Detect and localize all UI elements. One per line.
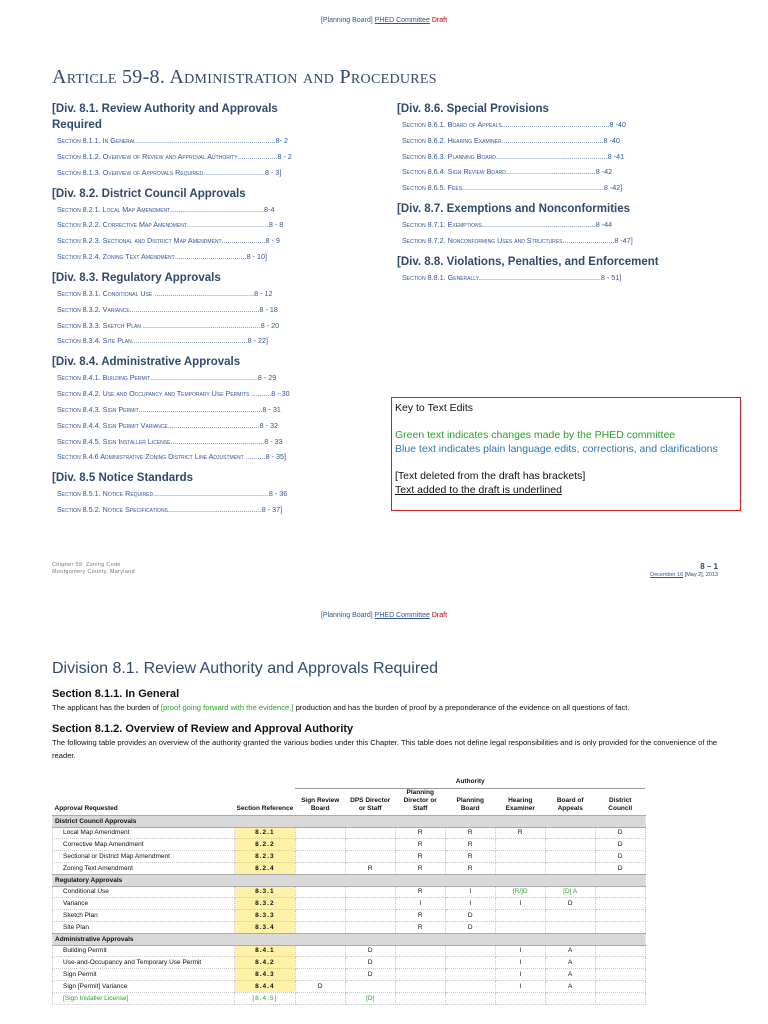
authority-cell (345, 910, 395, 922)
section-ref: 8.3.1 (235, 886, 296, 898)
authority-cell (595, 886, 645, 898)
toc-left (52, 101, 382, 523)
authority-cell (445, 945, 495, 957)
section-ref: 8.2.1 (235, 827, 296, 839)
authority-cell (595, 898, 645, 910)
toc-items (397, 220, 737, 246)
section-ref: [8.4.5] (235, 992, 296, 1004)
table-corner (53, 775, 235, 788)
approval-name: Zoning Text Amendment (53, 862, 235, 874)
authority-cell: A (545, 980, 595, 992)
group-name: District Council Approvals (53, 815, 646, 827)
authority-cell (545, 862, 595, 874)
authority-cell (595, 969, 645, 981)
authority-cell (295, 945, 345, 957)
authority-cell (445, 969, 495, 981)
toc-item: Section 8.4.4. Sign Permit Variance..............................................8 - 32 (57, 420, 278, 430)
approval-name: Building Permit (53, 945, 235, 957)
authority-cell (495, 862, 545, 874)
authority-cell: R (395, 910, 445, 922)
authority-cell: [D] A (545, 886, 595, 898)
authority-cell (545, 921, 595, 933)
authority-cell (295, 957, 345, 969)
toc-division-heading: [Div. 8.7. Exemptions and Nonconformities (397, 203, 631, 216)
authority-cell: I (445, 898, 495, 910)
authority-cell (395, 957, 445, 969)
authority-cell (395, 992, 445, 1004)
approval-name: Conditional Use (53, 886, 235, 898)
approval-name: Sketch Plan (53, 910, 235, 922)
key-title: Key to Text Edits (395, 402, 474, 414)
col-authority: Board of Appeals (556, 796, 584, 812)
authority-cell: D (445, 910, 495, 922)
toc-division (52, 186, 382, 262)
col-authority: District Council (608, 796, 633, 812)
toc-right (397, 101, 737, 291)
authority-cell: A (545, 969, 595, 981)
toc-items (52, 136, 382, 178)
section-ref: 8.4.3 (235, 969, 296, 981)
authority-cell: [D] (345, 992, 395, 1004)
toc-item: Section 8.4.5. Sign Installer License...............................................8 - 33 (57, 436, 283, 446)
authority-cell: A (545, 945, 595, 957)
toc-division (397, 254, 737, 283)
authority-cell (545, 827, 595, 839)
para-part: The applicant has the burden of (52, 703, 161, 712)
table-row (53, 862, 646, 874)
section-text-overview: The following table provides an overview of the authority granted the various bodies under this Chapter. This table does not define legal responsibilities and is only provided for the convenience of the reader. (52, 738, 718, 760)
section-ref: 8.2.4 (235, 862, 296, 874)
authority-cell: R (395, 886, 445, 898)
section-ref: 8.4.4 (235, 980, 296, 992)
footer-date-underlined: December 16 (650, 572, 684, 578)
authority-cell (295, 910, 345, 922)
toc-division (52, 270, 382, 346)
col-authority: Sign Review Board (301, 796, 340, 812)
approval-name: Use-and-Occupancy and Temporary Use Permit (53, 957, 235, 969)
authority-cell (545, 851, 595, 863)
toc-item: Section 8.1.2. Overview of Review and Approval Authority....................8 - 2 (57, 151, 292, 161)
table-row (53, 957, 646, 969)
authority-cell (395, 945, 445, 957)
section-ref: 8.3.3 (235, 910, 296, 922)
authority-cell: D (595, 862, 645, 874)
authority-cell: R (395, 827, 445, 839)
authority-cell (445, 980, 495, 992)
toc-item: Section 8.4.3. Sign Permit..............................................................8 - 31 (57, 404, 281, 414)
approval-name: Site Plan (53, 921, 235, 933)
authority-cell: D (345, 969, 395, 981)
authority-cell: R (445, 851, 495, 863)
toc-item: Section 8.8.1. Generally.............................................................8 - 51] (402, 272, 622, 282)
toc-item: Section 8.1.1. In General......................................................................8- 2 (57, 136, 289, 145)
authority-cell (295, 969, 345, 981)
authority-cell: D (595, 839, 645, 851)
toc-item: Section 8.6.5. Fees.......................................................................8 -42] (402, 183, 623, 193)
col-authority: Planning Director or Staff (403, 788, 437, 812)
authority-cell (545, 910, 595, 922)
authority-cell (295, 862, 345, 874)
authority-cell: R (395, 839, 445, 851)
toc-item: Section 8.5.1. Notice Required..........................................................8 - 36 (57, 489, 288, 499)
section-ref: 8.2.3 (235, 851, 296, 863)
toc-item: Section 8.7.2. Nonconforming Uses and Structures..........................8 -47] (402, 235, 633, 245)
col-authority: Hearing Examiner (505, 796, 535, 812)
authority-cell: I (495, 957, 545, 969)
authority-cell (595, 992, 645, 1004)
authority-cell (545, 992, 595, 1004)
authority-cell: D (295, 980, 345, 992)
toc-item: Section 8.1.3. Overview of Approvals Required...............................8 - 3] (57, 167, 282, 177)
authority-cell (345, 886, 395, 898)
authority-cell (595, 957, 645, 969)
header-phed: PHED Committee (374, 17, 430, 24)
para-part: production and has the burden of proof by a preponderance of the evidence on all questions of fact. (293, 703, 630, 712)
toc-items (52, 289, 382, 346)
section-ref: 8.4.2 (235, 957, 296, 969)
approval-name: Corrective Map Amendment (53, 839, 235, 851)
authority-cell: D (595, 827, 645, 839)
header2-phed: PHED Committee (374, 612, 430, 619)
authority-cell (345, 827, 395, 839)
authority-cell (445, 957, 495, 969)
authority-cell (345, 851, 395, 863)
toc-item: Section 8.2.1. Local Map Amendment...............................................8-4 (57, 204, 275, 214)
toc-items (52, 373, 382, 462)
approval-name: [Sign Installer License] (53, 992, 235, 1004)
authority-cell: R (445, 839, 495, 851)
toc-items (52, 205, 382, 262)
authority-cell (295, 898, 345, 910)
toc-division (397, 101, 737, 193)
key-to-text-edits (391, 397, 741, 511)
toc-item: Section 8.4.6 Administrative Zoning District Line Adjustment ..........8 - 35] (57, 452, 287, 462)
toc-division (52, 470, 382, 515)
authority-cell: D (445, 921, 495, 933)
toc-item: Section 8.6.4. Sign Review Board.............................................8 -42 (402, 167, 613, 177)
group-name: Administrative Approvals (53, 933, 646, 945)
toc-division (52, 101, 382, 178)
section-heading-overview: Section 8.1.2. Overview of Review and Approval Authority (52, 723, 354, 735)
authority-cell: R (345, 862, 395, 874)
page-header (0, 17, 768, 24)
authority-cell: D (545, 898, 595, 910)
footer-date-rest: [May 2], 2013 (683, 572, 718, 578)
authority-cell (295, 839, 345, 851)
authority-cell: R (495, 827, 545, 839)
page-number: 8 – 1 (700, 562, 718, 571)
authority-cell: D (345, 945, 395, 957)
header2-planning-board: [Planning Board] (320, 612, 373, 619)
toc-item: Section 8.3.3. Sketch Plan ...........................................................8 - 20 (57, 320, 280, 330)
section-ref: 8.4.1 (235, 945, 296, 957)
page2-header (0, 612, 768, 619)
table-row (53, 992, 646, 1004)
table-row (53, 886, 646, 898)
toc-item: Section 8.3.4. Site Plan..........................................................8 - 22] (57, 336, 268, 346)
authority-cell (295, 827, 345, 839)
authority-cell (595, 980, 645, 992)
authority-cell (345, 980, 395, 992)
footer-county: Montgomery County, Maryland (52, 569, 135, 575)
header-planning-board: [Planning Board] (320, 17, 373, 24)
header-draft: Draft (431, 17, 448, 24)
group-name: Regulatory Approvals (53, 874, 646, 886)
authority-cell: R (395, 921, 445, 933)
col-authority: DPS Director or Staff (350, 796, 391, 812)
authority-cell (295, 921, 345, 933)
authority-cell: I (495, 898, 545, 910)
authority-cell (395, 969, 445, 981)
header2-draft: Draft (431, 612, 448, 619)
authority-cell (495, 910, 545, 922)
authority-cell (345, 921, 395, 933)
toc-division-heading: [Div. 8.5 Notice Standards (52, 472, 194, 485)
authority-cell (495, 992, 545, 1004)
toc-division (397, 201, 737, 246)
toc-item: Section 8.4.1. Building Permit......................................................8 - 29 (57, 373, 277, 383)
table-row (53, 980, 646, 992)
col-section-reference: Section Reference (236, 804, 294, 812)
section-ref: 8.2.2 (235, 839, 296, 851)
table-row (53, 921, 646, 933)
authority-cell: D (345, 957, 395, 969)
authority-cell: R (445, 827, 495, 839)
authority-cell (495, 839, 545, 851)
section-ref: 8.3.4 (235, 921, 296, 933)
toc-items (52, 489, 382, 515)
authority-cell (595, 945, 645, 957)
authority-cell: A (545, 957, 595, 969)
toc-item: Section 8.3.2. Variance.................................................................8 - 18 (57, 304, 278, 314)
table-group-row (53, 933, 646, 945)
authority-cell: R (395, 851, 445, 863)
authority-cell: I (495, 969, 545, 981)
authority-cell (495, 851, 545, 863)
authority-cell (295, 851, 345, 863)
approval-name: Sectional or District Map Amendment (53, 851, 235, 863)
toc-items (397, 273, 737, 283)
toc-item: Section 8.6.2. Hearing Examiner...................................................8 -40 (402, 135, 620, 145)
table-row (53, 827, 646, 839)
col-approval-requested: Approval Requested (54, 804, 118, 812)
toc-item: Section 8.5.2. Notice Specifications...............................................8 - 37] (57, 505, 283, 515)
toc-division-heading: [Div. 8.8. Violations, Penalties, and Enforcement (397, 255, 659, 268)
table-group-row (53, 874, 646, 886)
toc-division-heading: [Div. 8.6. Special Provisions (397, 103, 549, 115)
toc-division-heading: [Div. 8.2. District Council Approvals (52, 187, 246, 200)
authority-cell: R (445, 862, 495, 874)
section-text-in-general (52, 701, 722, 714)
col-authority: Planning Board (456, 796, 484, 812)
para-green-part: [proof going forward with the evidence,] (160, 703, 294, 712)
approval-name: Sign Permit (53, 969, 235, 981)
toc-division-heading: [Div. 8.4. Administrative Approvals (52, 356, 241, 369)
table-row (53, 851, 646, 863)
toc-division-heading: [Div. 8.1. Review Authority and Approvals (52, 103, 278, 115)
approval-name: Local Map Amendment (53, 827, 235, 839)
toc-item: Section 8.3.1. Conditional Use ..................................................8 - 12 (57, 288, 273, 298)
table-corner (235, 775, 296, 788)
authority-cell (395, 980, 445, 992)
authority-cell (545, 839, 595, 851)
toc-item: Section 8.2.3. Sectional and District Map Amendment......................8 - 9 (57, 236, 280, 246)
authority-cell: [R/]D (495, 886, 545, 898)
footer-date (560, 572, 718, 578)
toc-item: Section 8.6.1. Board of Appeals......................................................8 -40 (402, 120, 626, 129)
toc-item: Section 8.4.2. Use and Occupancy and Temporary Use Permits ..........8 - 30 (57, 389, 290, 399)
footer-chapter: Chapter 59: Zoning Code (52, 562, 121, 568)
table-row (53, 910, 646, 922)
toc-items (397, 120, 737, 193)
authority-cell (345, 839, 395, 851)
authority-cell (495, 921, 545, 933)
table-row (53, 898, 646, 910)
authority-cell: I (495, 980, 545, 992)
table-row (53, 969, 646, 981)
authority-cell (345, 898, 395, 910)
authority-cell (595, 910, 645, 922)
toc-item: Section 8.7.1. Exemptions.........................................................8 -44 (402, 220, 613, 230)
authority-cell: D (595, 851, 645, 863)
approval-name: Variance (53, 898, 235, 910)
toc-item: Section 8.2.2. Corrective Map Amendment.........................................8 - 8 (57, 220, 284, 230)
authority-cell (445, 992, 495, 1004)
authority-cell: R (395, 862, 445, 874)
toc-item: Section 8.6.3. Planning Board........................................................8 -41 (402, 151, 625, 161)
authority-cell: I (495, 945, 545, 957)
toc-division (52, 354, 382, 462)
division-title: Division 8.1. Review Authority and Approvals Required (52, 660, 438, 677)
key-added: Text added to the draft is underlined (395, 484, 562, 496)
section-ref: 8.3.2 (235, 898, 296, 910)
key-blue: Blue text indicates plain language edits, corrections, and clarifications (395, 443, 718, 455)
toc-division-heading: Required (52, 119, 102, 131)
authority-cell: I (395, 898, 445, 910)
page-footer (52, 562, 135, 576)
section-heading-in-general: Section 8.1.1. In General (52, 688, 180, 700)
table-row (53, 945, 646, 957)
authority-cell (295, 886, 345, 898)
table-group-row (53, 815, 646, 827)
authority-cell (595, 921, 645, 933)
authority-cell (295, 992, 345, 1004)
article-title: Article 59-8. Administration and Procedures (52, 66, 437, 88)
authority-cell: I (445, 886, 495, 898)
toc-item: Section 8.2.4. Zoning Text Amendment....................................8 - 10] (57, 251, 267, 261)
key-deleted: [Text deleted from the draft has brackets] (395, 469, 586, 482)
authority-header: Authority (295, 775, 645, 788)
table-row (53, 839, 646, 851)
key-green: Green text indicates changes made by the PHED committee (395, 428, 676, 441)
authority-table (52, 775, 646, 1005)
approval-name: Sign [Permit] Variance (53, 980, 235, 992)
toc-division-heading: [Div. 8.3. Regulatory Approvals (52, 271, 221, 284)
